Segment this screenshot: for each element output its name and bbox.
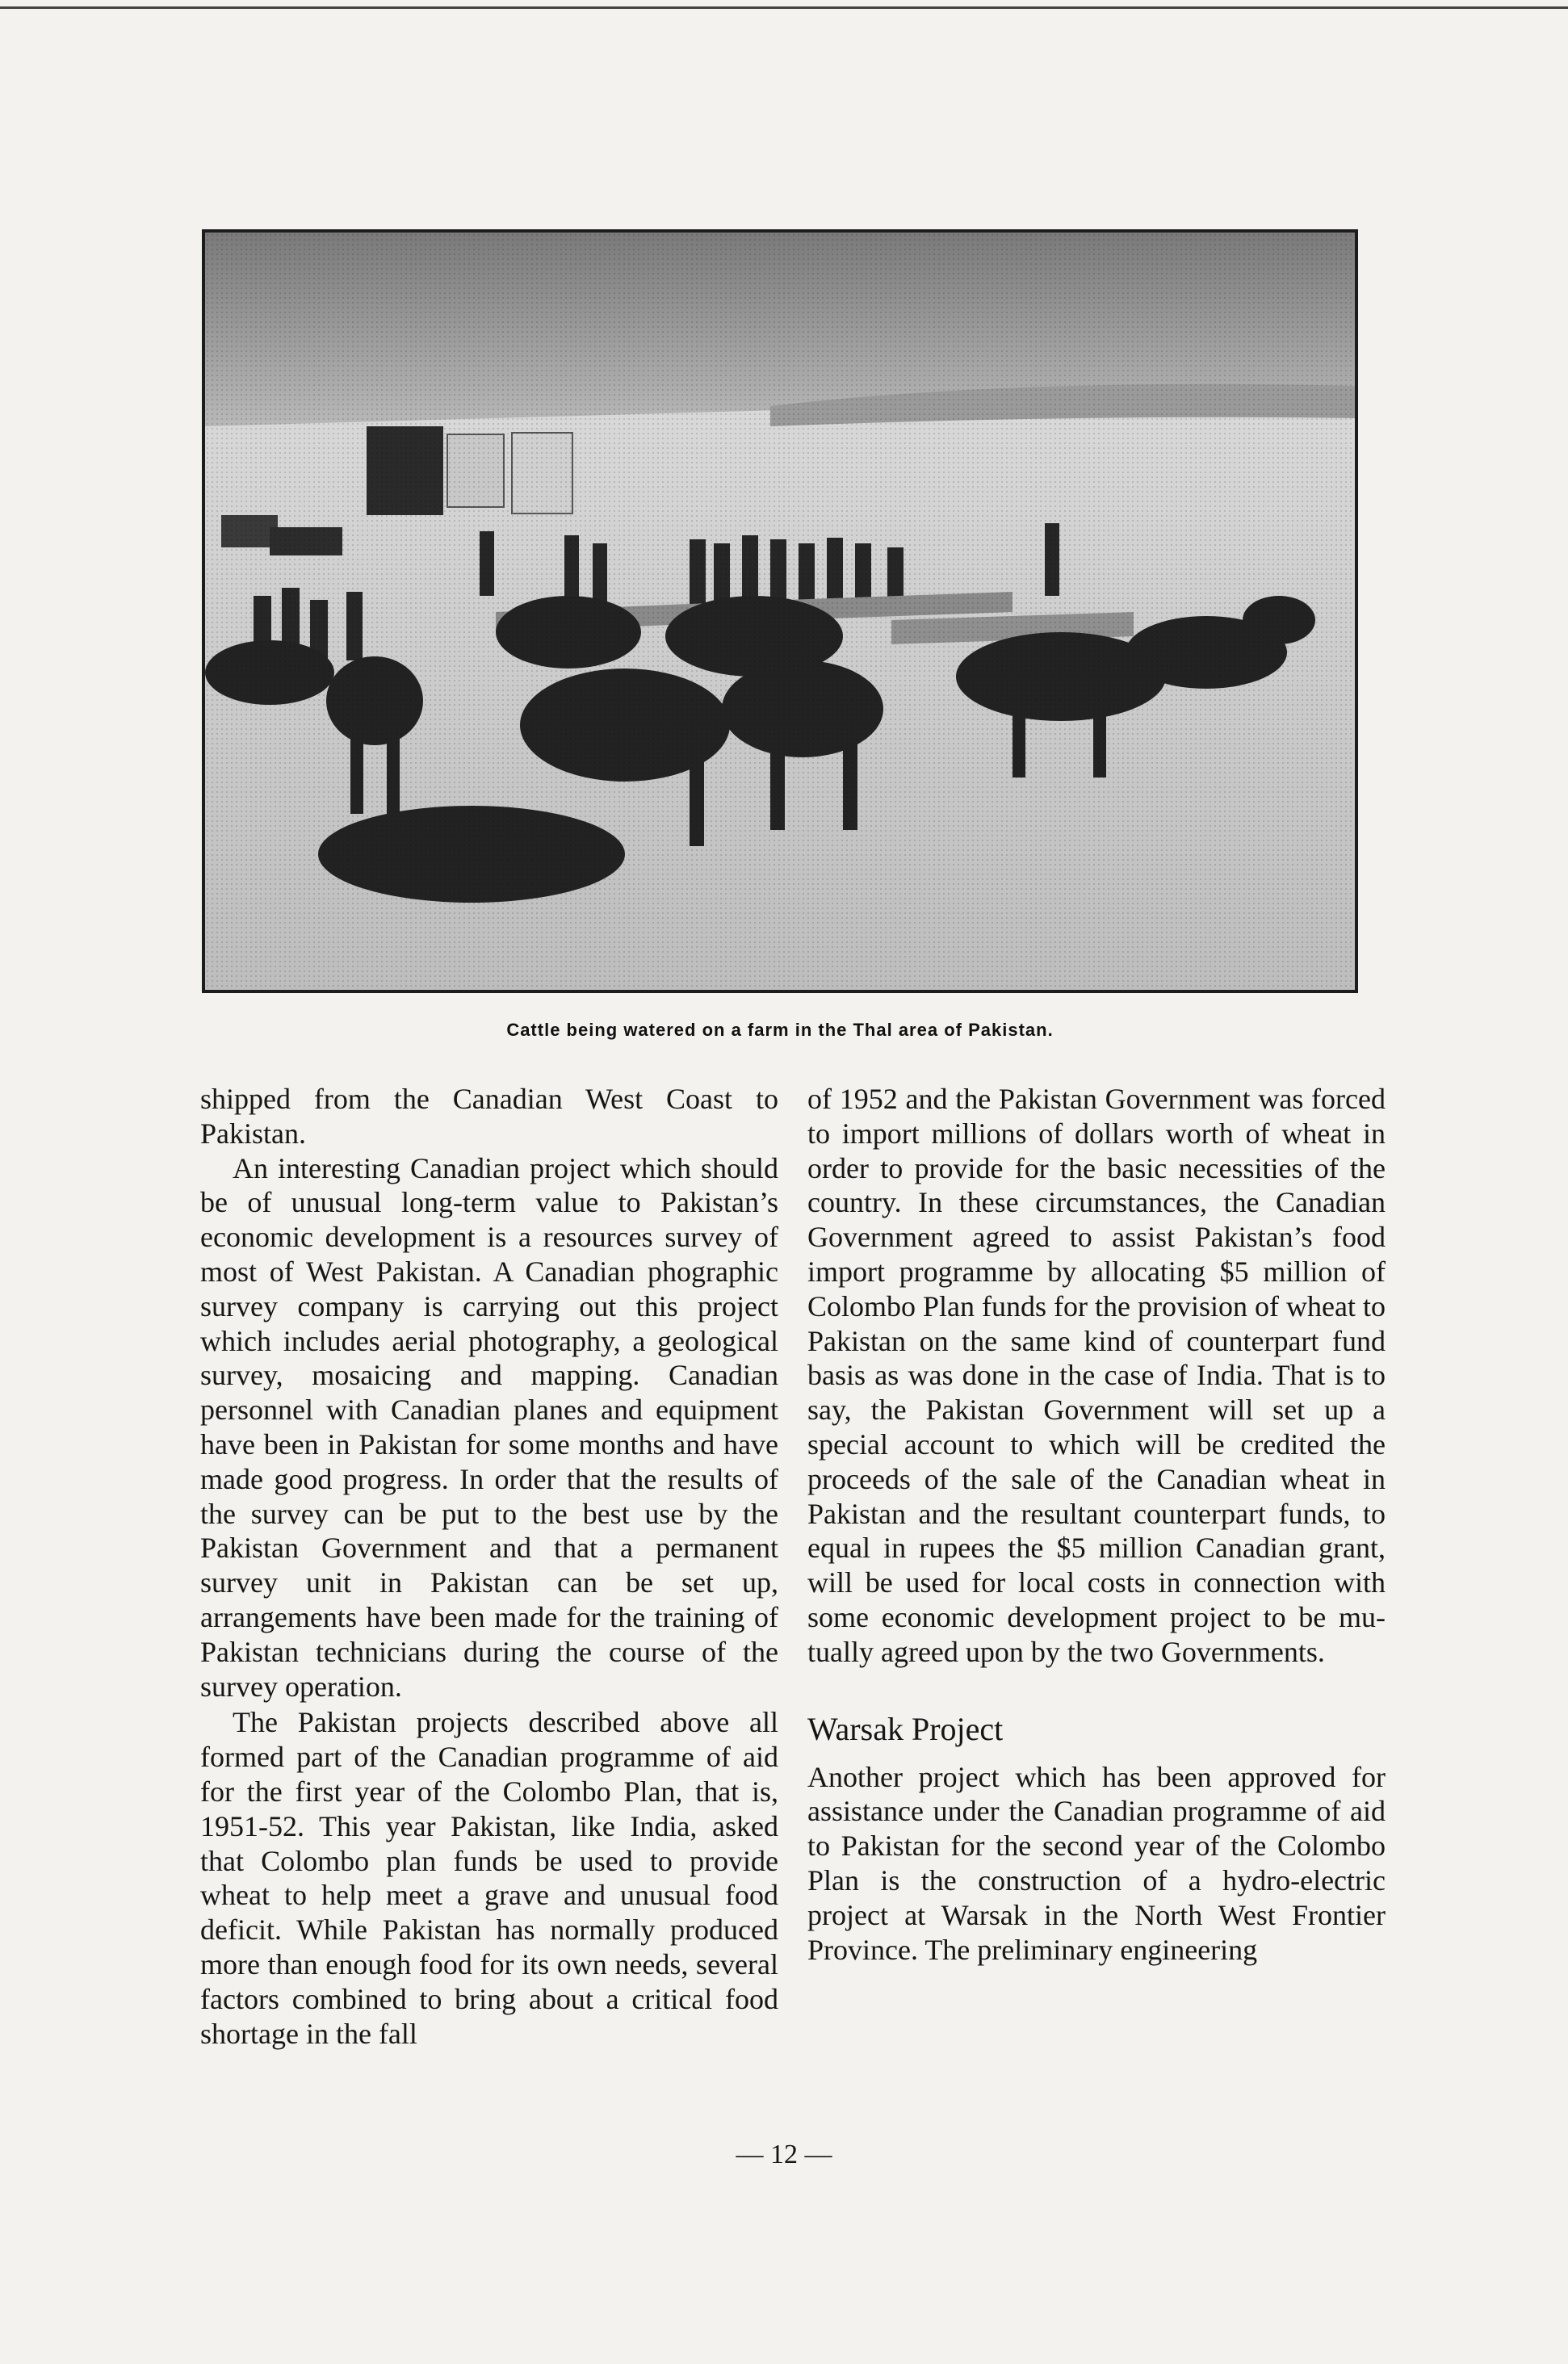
left-paragraph-1: shipped from the Canadian West Coast to Pakistan.	[200, 1083, 778, 1150]
right-column	[807, 1082, 1386, 1967]
cattle-photograph-drawing	[205, 233, 1355, 990]
left-paragraph-2: An interesting Canadian project which should be of unusual long-term value to Pakistan’s economic development is a resources survey of most of West Pakistan. A Canadian phographic survey company is carrying out this project which includes aerial photography, a geological survey, mosaicing and mapping. Canadian personnel with Canadian planes and equipment have been in Pakistan for some months and have made good progress. In order that the results of the survey can be put to the best use by the Pakistan Government and that a permanent survey unit in Pakistan can be set up, arrangements have been made for the training of Pakistan technicians during the course of the survey operation.	[200, 1151, 778, 1703]
right-paragraph-2: Another project which has been approved for assistance under the Canadian programme of aid to Pakistan for the second year of the Colombo Plan is the construction of a hydro-electric project at Warsak in the North West Frontier Province. The preliminary engineering	[807, 1760, 1386, 1966]
cattle-photograph	[202, 229, 1358, 993]
right-paragraph-1: of 1952 and the Pakistan Government was forced to import millions of dollars worth of wheat in order to provide for the basic necessities of the country. In these circumstances, the Canadian Government agreed to assist Pakistan’s food import programme by allocating $5 million of Colombo Plan funds for the provision of wheat to Pakistan on the same kind of counterpart fund basis as was done in the case of India. That is to say, the Pakistan Government will set up a special account to which will be credited the proceeds of the sale of the Canadian wheat in Pakistan and the resultant counterpart funds, to equal in rupees the $5 million Canadian grant, will be used for local costs in connection with some economic development project to be mutually agreed upon by the two Governments.	[807, 1083, 1386, 1668]
top-rule	[0, 6, 1568, 9]
left-paragraph-3: The Pakistan projects described above all formed part of the Canadian programme of aid for the first year of the Colombo Plan, that is, 1951-52. This year Pakistan, like India, asked that Colombo plan funds be used to provide wheat to help meet a grave and unusual food deficit. While Pakistan has normally produced more than enough food for its own needs, several factors combined to bring about a critical food shortage in the fall	[200, 1706, 778, 2050]
section-heading-warsak: Warsak Project	[807, 1710, 1004, 1747]
left-column	[200, 1082, 778, 2051]
page-number: — 12 —	[736, 2140, 832, 2169]
photo-caption: Cattle being watered on a farm in the Thal area of Pakistan.	[506, 1020, 1054, 1040]
